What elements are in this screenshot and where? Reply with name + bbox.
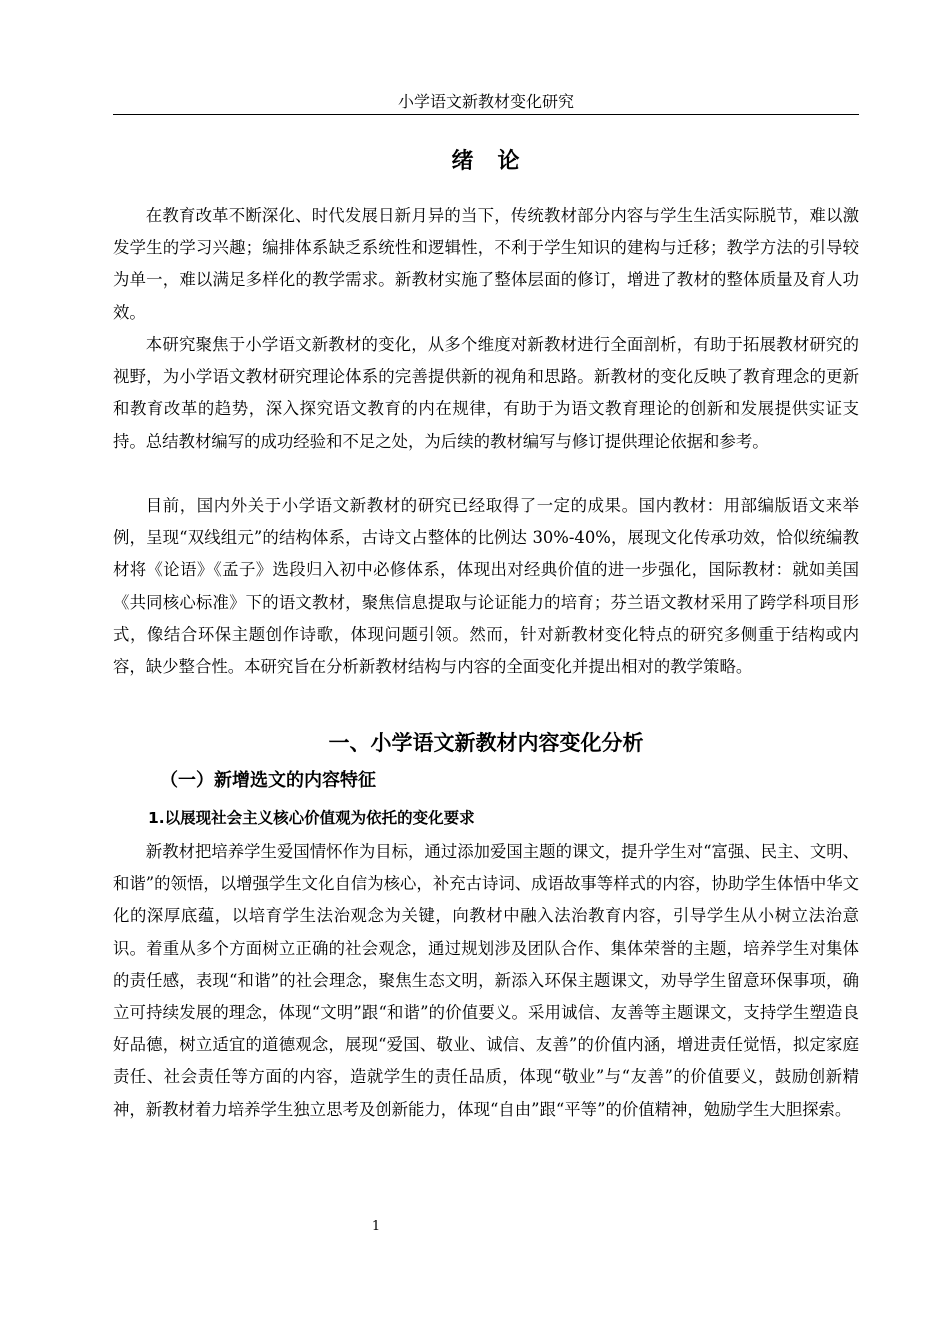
item-heading: 1.以展现社会主义核心价值观为依托的变化要求 [148,809,475,827]
page-number: 1 [371,1219,381,1234]
header-rule [113,114,859,115]
section-heading: 一、小学语文新教材内容变化分析 [328,731,644,755]
page-title: 绪 论 [451,149,521,174]
intro-paragraph-3: 目前，国内外关于小学语文新教材的研究已经取得了一定的成果。国内教材：用部编版语文来举例，呈现“双线组元”的结构体系，古诗文占整体的比例达 30%-40%，展现文化传承功效，恰似统编教材将《论语》《孟子》选段归入初中必修体系，体现出对经典价值的进一步强化，国际教材：就如美国《共同核心标准》下的语文教材，聚焦信息提取与论证能力的培育；芬兰语文教材采用了跨学科项目形式，像结合环保主题创作诗歌，体现问题引领。然而，针对新教材变化特点的研究多侧重于结构或内容，缺少整合性。本研究旨在分析新教材结构与内容的全面变化并提出相对的教学策略。 [113,496,859,677]
intro-paragraph-1: 在教育改革不断深化、时代发展日新月异的当下，传统教材部分内容与学生生活实际脱节，难以激发学生的学习兴趣；编排体系缺乏系统性和逻辑性，不利于学生知识的建构与迁移；教学方法的引导较为单一，难以满足多样化的教学需求。新教材实施了整体层面的修订，增进了教材的整体质量及育人功效。 [113,206,859,322]
running-header: 小学语文新教材变化研究 [397,92,574,111]
intro-paragraph-2: 本研究聚焦于小学语文新教材的变化，从多个维度对新教材进行全面剖析，有助于拓展教材研究的视野，为小学语文教材研究理论体系的完善提供新的视角和思路。新教材的变化反映了教育理念的更新和教育改革的趋势，深入探究语文教育的内在规律，有助于为语文教育理论的创新和发展提供实证支持。总结教材编写的成功经验和不足之处，为后续的教材编写与修订提供理论依据和参考。 [113,335,859,451]
body-paragraph: 新教材把培养学生爱国情怀作为目标，通过添加爱国主题的课文，提升学生对“富强、民主、文明、和谐”的领悟，以增强学生文化自信为核心，补充古诗词、成语故事等样式的内容，协助学生体悟中华文化的深厚底蕴，以培育学生法治观念为关键，向教材中融入法治教育内容，引导学生从小树立法治意识。着重从多个方面树立正确的社会观念，通过规划涉及团队合作、集体荣誉的主题，培养学生对集体的责任感，表现“和谐”的社会理念，聚焦生态文明，新添入环保主题课文，劝导学生留意环保事项，确立可持续发展的理念，体现“文明”跟“和谐”的价值要义。采用诚信、友善等主题课文，支持学生塑造良好品德，树立适宜的道德观念，展现“爱国、敬业、诚信、友善”的价值内涵，增进责任觉悟，拟定家庭责任、社会责任等方面的内容，造就学生的责任品质，体现“敬业”与“友善”的价值要义，鼓励创新精神，新教材着力培养学生独立思考及创新能力，体现“自由”跟“平等”的价值精神，勉励学生大胆探索。 [113,842,859,1119]
subsection-heading: （一）新增选文的内容特征 [160,770,376,791]
